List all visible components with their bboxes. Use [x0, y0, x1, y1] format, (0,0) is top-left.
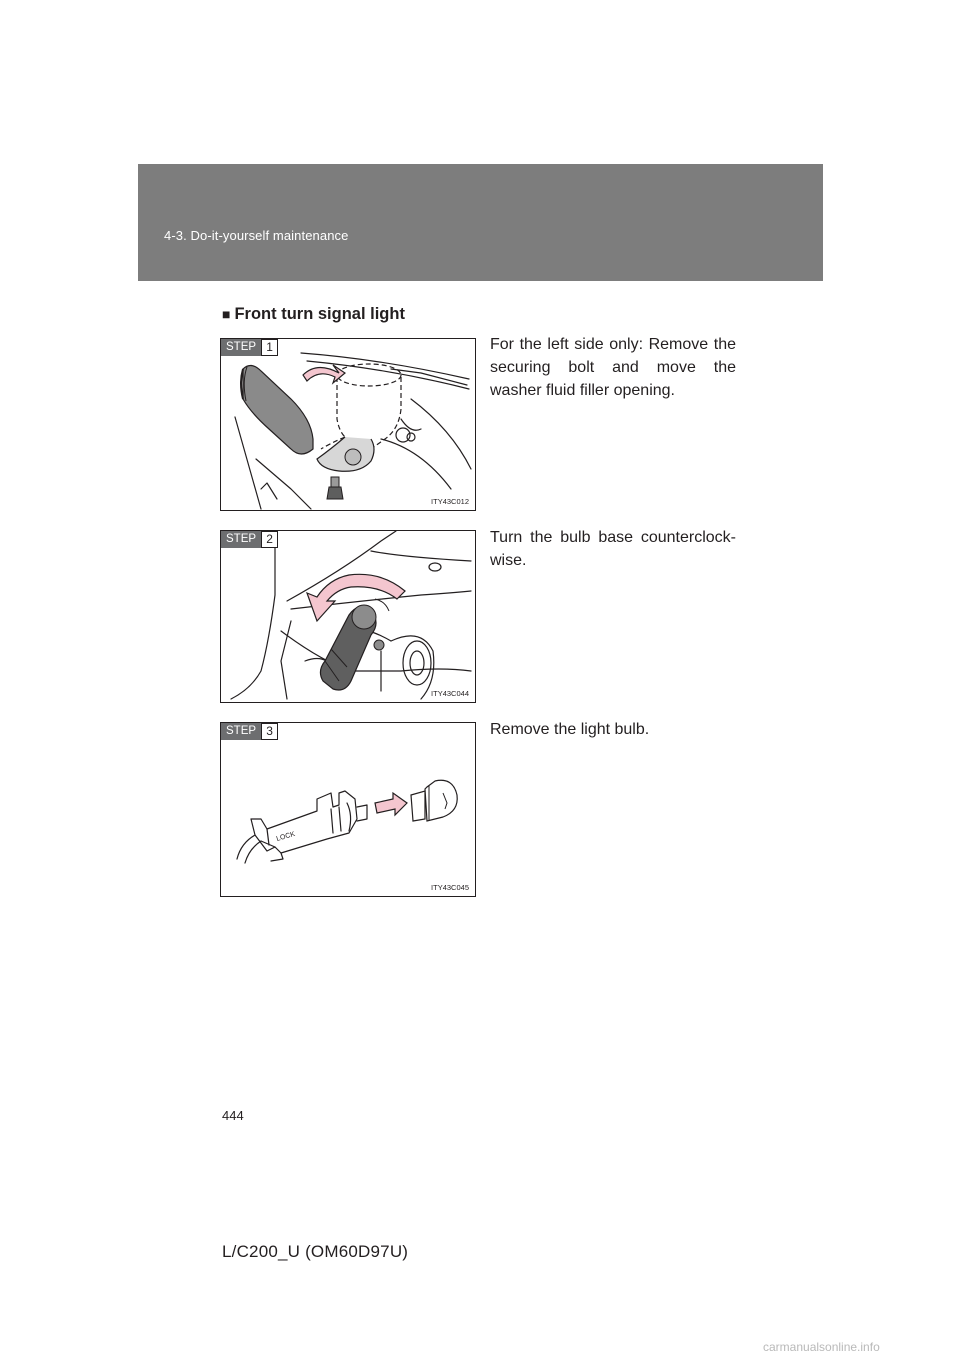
- section-heading: [222, 305, 405, 324]
- step-2-figure: [220, 530, 476, 703]
- step-1-figure: [220, 338, 476, 511]
- washer-filler-illustration: [221, 339, 475, 510]
- step-number: 3: [261, 723, 278, 740]
- figure-code: ITY43C012: [431, 497, 469, 506]
- section-breadcrumb: 4-3. Do-it-yourself maintenance: [164, 228, 349, 243]
- model-code: L/C200_U (OM60D97U): [222, 1242, 409, 1261]
- step-3-badge: [221, 723, 278, 740]
- step-number: 2: [261, 531, 278, 548]
- bulb-removal-illustration: [221, 723, 475, 896]
- header-band: [138, 164, 823, 281]
- section-title: Front turn signal light: [234, 305, 405, 323]
- watermark: carmanualsonline.info: [763, 1340, 880, 1354]
- step-word: STEP: [221, 339, 261, 356]
- step-1-instruction: For the left side only: Remove the securing bolt and move the washer fluid filler opening.: [490, 336, 736, 399]
- figure-code: ITY43C045: [431, 883, 469, 892]
- step-word: STEP: [221, 531, 261, 548]
- step-2-instruction: Turn the bulb base counterclock-wise.: [490, 529, 736, 569]
- step-3-figure: [220, 722, 476, 897]
- step-word: STEP: [221, 723, 261, 740]
- square-bullet-icon: ■: [222, 306, 231, 322]
- lock-lettering: LOCK: [275, 830, 296, 843]
- step-1-badge: [221, 339, 278, 356]
- figure-code: ITY43C044: [431, 689, 469, 698]
- step-2-badge: [221, 531, 278, 548]
- step-3-instruction: Remove the light bulb.: [490, 721, 650, 738]
- step-number: 1: [261, 339, 278, 356]
- page-number: 444: [222, 1108, 244, 1123]
- bulb-base-illustration: [221, 531, 475, 702]
